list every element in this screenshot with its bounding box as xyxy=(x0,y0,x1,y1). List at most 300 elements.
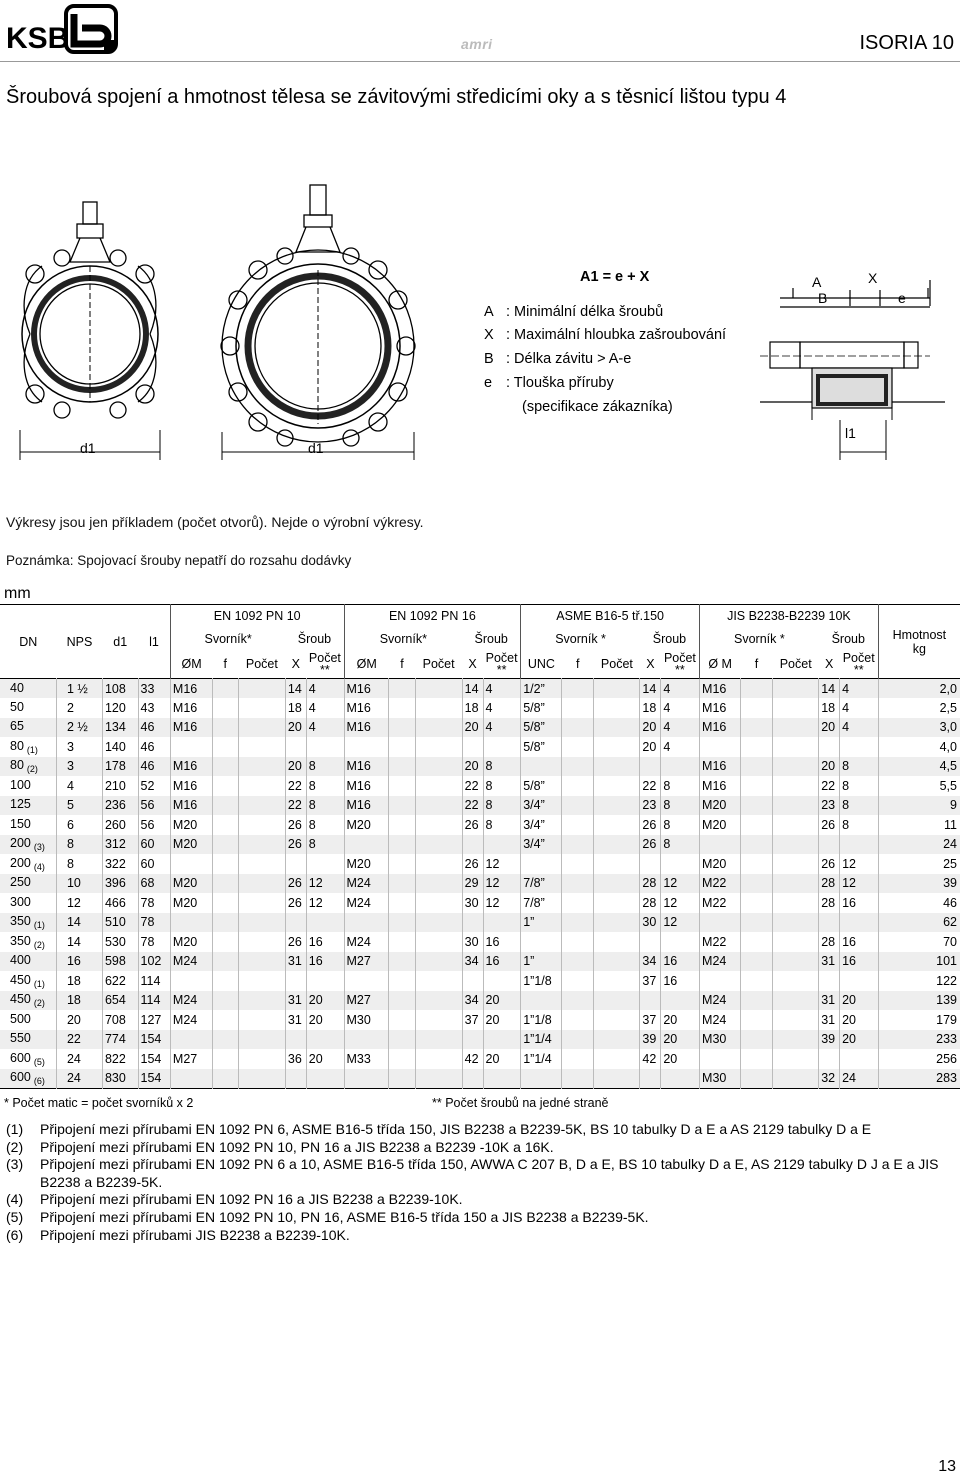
cell-x2: 30 xyxy=(462,893,483,913)
cell-f3 xyxy=(562,991,594,1011)
page-number: 13 xyxy=(938,1458,956,1475)
cell-m3: 1” xyxy=(521,952,562,972)
note-item: (5) Připojení mezi přírubami EN 1092 PN 10, PN 16, ASME B16-5 třída 150 a JIS B2238 a B2239-5K. xyxy=(6,1208,649,1225)
cell-d1: 236 xyxy=(102,796,138,816)
cell-q3: 4 xyxy=(661,698,700,718)
cell-m3 xyxy=(521,854,562,874)
dim-d1-right: d1 xyxy=(308,440,324,456)
cell-kg: 25 xyxy=(878,854,960,874)
cell-p3 xyxy=(594,1010,640,1030)
cell-x4: 28 xyxy=(819,893,840,913)
header-divider xyxy=(0,61,960,62)
cell-q4: 8 xyxy=(840,815,879,835)
svg-text:KSB: KSB xyxy=(6,22,70,55)
cell-x3: 20 xyxy=(640,737,661,757)
cell-p3 xyxy=(594,854,640,874)
cell-f3 xyxy=(562,776,594,796)
page-header xyxy=(0,0,960,62)
amri-brand: amri xyxy=(461,36,493,52)
cell-q4: 4 xyxy=(840,698,879,718)
cell-q2: 8 xyxy=(483,757,521,777)
cell-m4: M16 xyxy=(700,718,741,738)
cell-p4 xyxy=(773,757,819,777)
col-pocet-star: Počet ** xyxy=(842,651,875,678)
cell-kg: 9 xyxy=(878,796,960,816)
bolting-table xyxy=(0,604,960,1089)
cell-m1: M27 xyxy=(170,1049,212,1069)
cell-kg: 70 xyxy=(878,932,960,952)
cell-m4: M24 xyxy=(700,1010,741,1030)
cell-p1 xyxy=(238,854,285,874)
cell-m2: M24 xyxy=(344,932,389,952)
legend-item: e : Tlouška příruby xyxy=(484,375,614,391)
cell-x4: 26 xyxy=(819,815,840,835)
cell-d1: 322 xyxy=(102,854,138,874)
sroub-header: Šroub xyxy=(652,632,687,646)
cell-l1: 46 xyxy=(138,718,170,738)
col-pocet: Počet xyxy=(779,657,812,672)
cell-m2: M16 xyxy=(344,796,389,816)
cell-x3: 18 xyxy=(640,698,661,718)
cell-l1: 78 xyxy=(138,932,170,952)
cell-x2: 42 xyxy=(462,1049,483,1069)
page-title: Šroubová spojení a hmotnost tělesa se závitovými středicími oky a s těsnicí lištou typu 4 xyxy=(6,86,787,108)
cell-d1: 654 xyxy=(102,991,138,1011)
cell-f1 xyxy=(212,718,238,738)
cell-q2 xyxy=(483,971,521,991)
cell-m3: 1”1/4 xyxy=(521,1049,562,1069)
table-row xyxy=(0,718,960,738)
cell-x1 xyxy=(285,1030,306,1050)
table-body xyxy=(0,679,960,1089)
cell-x3: 23 xyxy=(640,796,661,816)
table-row xyxy=(0,854,960,874)
cell-f1 xyxy=(212,991,238,1011)
cell-q4 xyxy=(840,1049,879,1069)
col-x: X xyxy=(468,657,477,672)
cell-x3: 39 xyxy=(640,1030,661,1050)
sroub-header: Šroub xyxy=(831,632,865,646)
cell-p2 xyxy=(415,757,462,777)
cell-nps: 14 xyxy=(56,913,102,933)
cell-p3 xyxy=(594,815,640,835)
cell-q4: 8 xyxy=(840,757,879,777)
cell-f2 xyxy=(389,737,415,757)
group-jis: JIS B2238-B2239 10K xyxy=(700,605,879,628)
cell-x2: 20 xyxy=(462,718,483,738)
cell-d1: 120 xyxy=(102,698,138,718)
cell-m1: M24 xyxy=(170,991,212,1011)
cell-p4 xyxy=(773,1030,819,1050)
cell-nps: 24 xyxy=(56,1069,102,1089)
cell-f2 xyxy=(389,718,415,738)
cell-p3 xyxy=(594,679,640,699)
cell-p1 xyxy=(238,776,285,796)
cell-p1 xyxy=(238,718,285,738)
cell-f3 xyxy=(562,893,594,913)
cell-x1 xyxy=(285,1069,306,1089)
table-row xyxy=(0,757,960,777)
cell-p4 xyxy=(773,698,819,718)
cell-f2 xyxy=(389,796,415,816)
cell-nps: 18 xyxy=(56,971,102,991)
cell-nps: 8 xyxy=(56,854,102,874)
cell-m4 xyxy=(700,835,741,855)
cell-p1 xyxy=(238,796,285,816)
cell-l1: 33 xyxy=(138,679,170,699)
cell-nps: 5 xyxy=(56,796,102,816)
cell-f2 xyxy=(389,835,415,855)
cell-x4: 20 xyxy=(819,718,840,738)
cell-f2 xyxy=(389,932,415,952)
cell-f4 xyxy=(740,1069,772,1089)
cell-kg: 179 xyxy=(878,1010,960,1030)
cell-x2: 22 xyxy=(462,776,483,796)
cell-p2 xyxy=(415,835,462,855)
cell-x3: 37 xyxy=(640,1010,661,1030)
cell-p4 xyxy=(773,1049,819,1069)
cell-p1 xyxy=(238,1030,285,1050)
cell-m3: 1/2” xyxy=(521,679,562,699)
cell-dn: 65 xyxy=(10,719,24,734)
cell-dn: 450 $_{(1)}$ xyxy=(10,972,45,989)
cell-m3: 5/8” xyxy=(521,698,562,718)
table-row xyxy=(0,952,960,972)
cell-x2 xyxy=(462,971,483,991)
cell-p3 xyxy=(594,796,640,816)
cell-q1 xyxy=(306,737,344,757)
table-row xyxy=(0,679,960,699)
cell-x1: 31 xyxy=(285,1010,306,1030)
cell-q1 xyxy=(306,971,344,991)
cell-q3: 4 xyxy=(661,737,700,757)
col-x: X xyxy=(824,657,834,672)
cell-p2 xyxy=(415,718,462,738)
cell-f4 xyxy=(740,1010,772,1030)
cell-x3: 26 xyxy=(640,835,661,855)
cell-l1: 68 xyxy=(138,874,170,894)
cell-p2 xyxy=(415,1049,462,1069)
cell-f2 xyxy=(389,971,415,991)
legend-item: X : Maximální hloubka zašroubování xyxy=(484,327,727,343)
col-hmotnost: Hmotnost kg xyxy=(878,605,960,679)
cell-x3: 20 xyxy=(640,718,661,738)
footnote-screws: ** Počet šroubů na jedné straně xyxy=(432,1096,609,1110)
cell-x4: 18 xyxy=(819,698,840,718)
cell-f3 xyxy=(562,718,594,738)
cell-d1: 830 xyxy=(102,1069,138,1089)
cell-x3: 28 xyxy=(640,874,661,894)
cell-f1 xyxy=(212,757,238,777)
cell-p4 xyxy=(773,835,819,855)
cell-q2 xyxy=(483,1069,521,1089)
cell-m1: M20 xyxy=(170,835,212,855)
cell-x1: 31 xyxy=(285,952,306,972)
footnote-nuts: * Počet matic = počet svorníků x 2 xyxy=(4,1096,194,1110)
cell-q1: 4 xyxy=(306,679,344,699)
cell-f2 xyxy=(389,815,415,835)
cell-m4: M20 xyxy=(700,815,741,835)
cell-x1 xyxy=(285,854,306,874)
cell-f1 xyxy=(212,698,238,718)
cell-m2: M16 xyxy=(344,776,389,796)
cell-m4 xyxy=(700,971,741,991)
cell-p2 xyxy=(415,893,462,913)
cell-x4 xyxy=(819,835,840,855)
cell-d1: 530 xyxy=(102,932,138,952)
cell-q1: 20 xyxy=(306,1049,344,1069)
cell-f2 xyxy=(389,854,415,874)
cell-l1: 114 xyxy=(138,991,170,1011)
cell-m4 xyxy=(700,737,741,757)
cell-f2 xyxy=(389,893,415,913)
col-l1: l1 xyxy=(149,634,159,649)
cell-x2: 14 xyxy=(462,679,483,699)
cell-x4: 39 xyxy=(819,1030,840,1050)
note-item: (1) Připojení mezi přírubami EN 1092 PN 6, ASME B16-5 třída 150, JIS B2238 a B2239-5K, BS 10 tabulky D a E a AS 2129 tabulky D a E xyxy=(6,1121,872,1137)
cell-q3: 12 xyxy=(661,913,700,933)
cell-q3 xyxy=(661,991,700,1011)
cell-p3 xyxy=(594,874,640,894)
cell-kg: 46 xyxy=(878,893,960,913)
cell-kg: 5,5 xyxy=(878,776,960,796)
cell-f3 xyxy=(562,796,594,816)
group-en-pn16: EN 1092 PN 16 xyxy=(344,605,521,628)
sroub-header: Šroub xyxy=(297,632,332,646)
cell-x3: 34 xyxy=(640,952,661,972)
cell-q1: 8 xyxy=(306,796,344,816)
cell-p4 xyxy=(773,796,819,816)
cell-x4: 31 xyxy=(819,991,840,1011)
cell-x2: 34 xyxy=(462,952,483,972)
cell-x1: 26 xyxy=(285,893,306,913)
cell-x4: 31 xyxy=(819,1010,840,1030)
cell-q3: 12 xyxy=(661,893,700,913)
cell-q1: 12 xyxy=(306,874,344,894)
cell-f2 xyxy=(389,913,415,933)
cell-m1: M16 xyxy=(170,679,212,699)
cell-dn: 100 xyxy=(10,777,31,792)
cell-q1: 8 xyxy=(306,815,344,835)
cell-nps: 6 xyxy=(56,815,102,835)
cell-q2: 16 xyxy=(483,952,521,972)
cell-x2: 30 xyxy=(462,932,483,952)
cell-d1: 774 xyxy=(102,1030,138,1050)
cell-p3 xyxy=(594,698,640,718)
cell-m3: 1”1/8 xyxy=(521,971,562,991)
cell-q3: 8 xyxy=(661,776,700,796)
sroub-header: Šroub xyxy=(474,632,508,646)
label-l1: l1 xyxy=(845,425,856,441)
cell-f1 xyxy=(212,1010,238,1030)
cell-x3: 26 xyxy=(640,815,661,835)
cell-q4: 4 xyxy=(840,718,879,738)
cell-m3: 3/4” xyxy=(521,815,562,835)
cell-q2 xyxy=(483,913,521,933)
cell-f1 xyxy=(212,874,238,894)
cell-p4 xyxy=(773,679,819,699)
cell-x1 xyxy=(285,737,306,757)
cell-p2 xyxy=(415,796,462,816)
cell-f2 xyxy=(389,698,415,718)
note-item: (3) Připojení mezi přírubami EN 1092 PN 6 a 10, ASME B16-5 třída 150, AWWA C 207 B, D a E, BS 10 tabulky D a E, AS 2129 tabulky D J a E a JIS B2238 a B2239-5K. xyxy=(6,1156,939,1190)
table-row xyxy=(0,932,960,952)
cell-f1 xyxy=(212,854,238,874)
cell-d1: 466 xyxy=(102,893,138,913)
cell-nps: 22 xyxy=(56,1030,102,1050)
cell-nps: 16 xyxy=(56,952,102,972)
cell-nps: 12 xyxy=(56,893,102,913)
cell-dn: 550 xyxy=(10,1031,31,1046)
cell-q1: 16 xyxy=(306,952,344,972)
cell-d1: 178 xyxy=(102,757,138,777)
cell-q4: 20 xyxy=(840,1010,879,1030)
cell-p3 xyxy=(594,913,640,933)
ksb-logo xyxy=(6,4,124,56)
cell-q4 xyxy=(840,971,879,991)
cell-l1: 114 xyxy=(138,971,170,991)
cell-f3 xyxy=(562,679,594,699)
cell-x1: 31 xyxy=(285,991,306,1011)
cell-m1 xyxy=(170,1030,212,1050)
cell-p3 xyxy=(594,718,640,738)
col-x: X xyxy=(291,657,301,672)
cell-kg: 139 xyxy=(878,991,960,1011)
valve-drawings xyxy=(0,170,960,470)
remark-note: Poznámka: Spojovací šrouby nepatří do rozsahu dodávky xyxy=(6,553,352,568)
cell-p2 xyxy=(415,1010,462,1030)
cell-nps: 2 xyxy=(56,698,102,718)
note-item: (4) Připojení mezi přírubami EN 1092 PN 16 a JIS B2238 a B2239-10K. xyxy=(6,1191,463,1208)
cell-q3 xyxy=(661,854,700,874)
cell-l1: 154 xyxy=(138,1030,170,1050)
cell-f4 xyxy=(740,1030,772,1050)
col-unc: UNC xyxy=(521,651,562,679)
col-dn: DN xyxy=(19,634,38,649)
col-om: ØM xyxy=(344,651,389,679)
col-d1: d1 xyxy=(113,634,128,649)
svornik-header: Svorník * xyxy=(700,628,819,651)
cell-m2: M16 xyxy=(344,679,389,699)
cell-kg: 4,0 xyxy=(878,737,960,757)
cell-q1: 8 xyxy=(306,776,344,796)
cell-x4: 26 xyxy=(819,854,840,874)
cell-l1: 102 xyxy=(138,952,170,972)
cell-q1: 8 xyxy=(306,757,344,777)
cell-x4: 20 xyxy=(819,757,840,777)
cell-p2 xyxy=(415,737,462,757)
cell-q1: 8 xyxy=(306,835,344,855)
cell-m1 xyxy=(170,971,212,991)
cell-p3 xyxy=(594,737,640,757)
cell-m4: M22 xyxy=(700,932,741,952)
cell-dn: 450 $_{(2)}$ xyxy=(10,992,45,1009)
col-pocet-star: Počet ** xyxy=(308,651,341,678)
cell-p2 xyxy=(415,991,462,1011)
cell-q1: 12 xyxy=(306,893,344,913)
drawings-note: Výkresy jsou jen příkladem (počet otvorů). Nejde o výrobní výkresy. xyxy=(6,514,424,530)
cell-q2 xyxy=(483,1030,521,1050)
cell-kg: 101 xyxy=(878,952,960,972)
col-x: X xyxy=(646,657,655,672)
cell-q3: 8 xyxy=(661,796,700,816)
cell-dn: 80 $_{(2)}$ xyxy=(10,758,38,775)
cell-m1: M24 xyxy=(170,1010,212,1030)
cell-m3 xyxy=(521,991,562,1011)
cell-l1: 56 xyxy=(138,815,170,835)
cell-m2: M20 xyxy=(344,815,389,835)
cell-m1 xyxy=(170,913,212,933)
col-pocet-star: Počet ** xyxy=(663,651,696,678)
cell-q3: 12 xyxy=(661,874,700,894)
cell-kg: 39 xyxy=(878,874,960,894)
svornik-header: Svorník * xyxy=(521,628,640,651)
cell-dn: 400 xyxy=(10,953,31,968)
cell-m2: M24 xyxy=(344,893,389,913)
cell-x1: 22 xyxy=(285,776,306,796)
cell-l1: 60 xyxy=(138,854,170,874)
cell-f3 xyxy=(562,737,594,757)
cell-f2 xyxy=(389,1049,415,1069)
cell-kg: 62 xyxy=(878,913,960,933)
cell-p1 xyxy=(238,991,285,1011)
group-en-pn10: EN 1092 PN 10 xyxy=(170,605,344,628)
cell-dn: 200 $_{(4)}$ xyxy=(10,855,45,872)
cell-m4: M22 xyxy=(700,893,741,913)
table-row xyxy=(0,893,960,913)
cell-m2 xyxy=(344,971,389,991)
cell-p4 xyxy=(773,737,819,757)
cell-p4 xyxy=(773,854,819,874)
cell-q2: 12 xyxy=(483,854,521,874)
cell-p2 xyxy=(415,854,462,874)
cell-p4 xyxy=(773,932,819,952)
cell-p2 xyxy=(415,913,462,933)
cell-m2: M16 xyxy=(344,698,389,718)
cell-dn: 80 $_{(1)}$ xyxy=(10,738,38,755)
cell-nps: 3 xyxy=(56,757,102,777)
product-name: ISORIA 10 xyxy=(859,32,954,54)
cell-p3 xyxy=(594,835,640,855)
cell-p3 xyxy=(594,932,640,952)
cell-f4 xyxy=(740,952,772,972)
cell-m2 xyxy=(344,737,389,757)
cell-m4 xyxy=(700,913,741,933)
cell-m4: M22 xyxy=(700,874,741,894)
cell-kg: 2,0 xyxy=(878,679,960,699)
cell-q1 xyxy=(306,854,344,874)
cell-m3 xyxy=(521,932,562,952)
cell-p4 xyxy=(773,952,819,972)
cell-dn: 350 $_{(1)}$ xyxy=(10,914,45,931)
cell-x1: 26 xyxy=(285,835,306,855)
legend-item: (specifikace zákazníka) xyxy=(522,399,673,415)
cell-dn: 350 $_{(2)}$ xyxy=(10,933,45,950)
cell-kg: 122 xyxy=(878,971,960,991)
cell-x3: 14 xyxy=(640,679,661,699)
cell-x1: 18 xyxy=(285,698,306,718)
cell-x1: 26 xyxy=(285,815,306,835)
table-row xyxy=(0,913,960,933)
cell-p2 xyxy=(415,952,462,972)
cell-x4: 28 xyxy=(819,932,840,952)
cell-p4 xyxy=(773,971,819,991)
cell-x1 xyxy=(285,913,306,933)
label-X: X xyxy=(868,270,878,286)
cell-m1 xyxy=(170,1069,212,1089)
cell-m3: 3/4” xyxy=(521,796,562,816)
cell-f2 xyxy=(389,757,415,777)
